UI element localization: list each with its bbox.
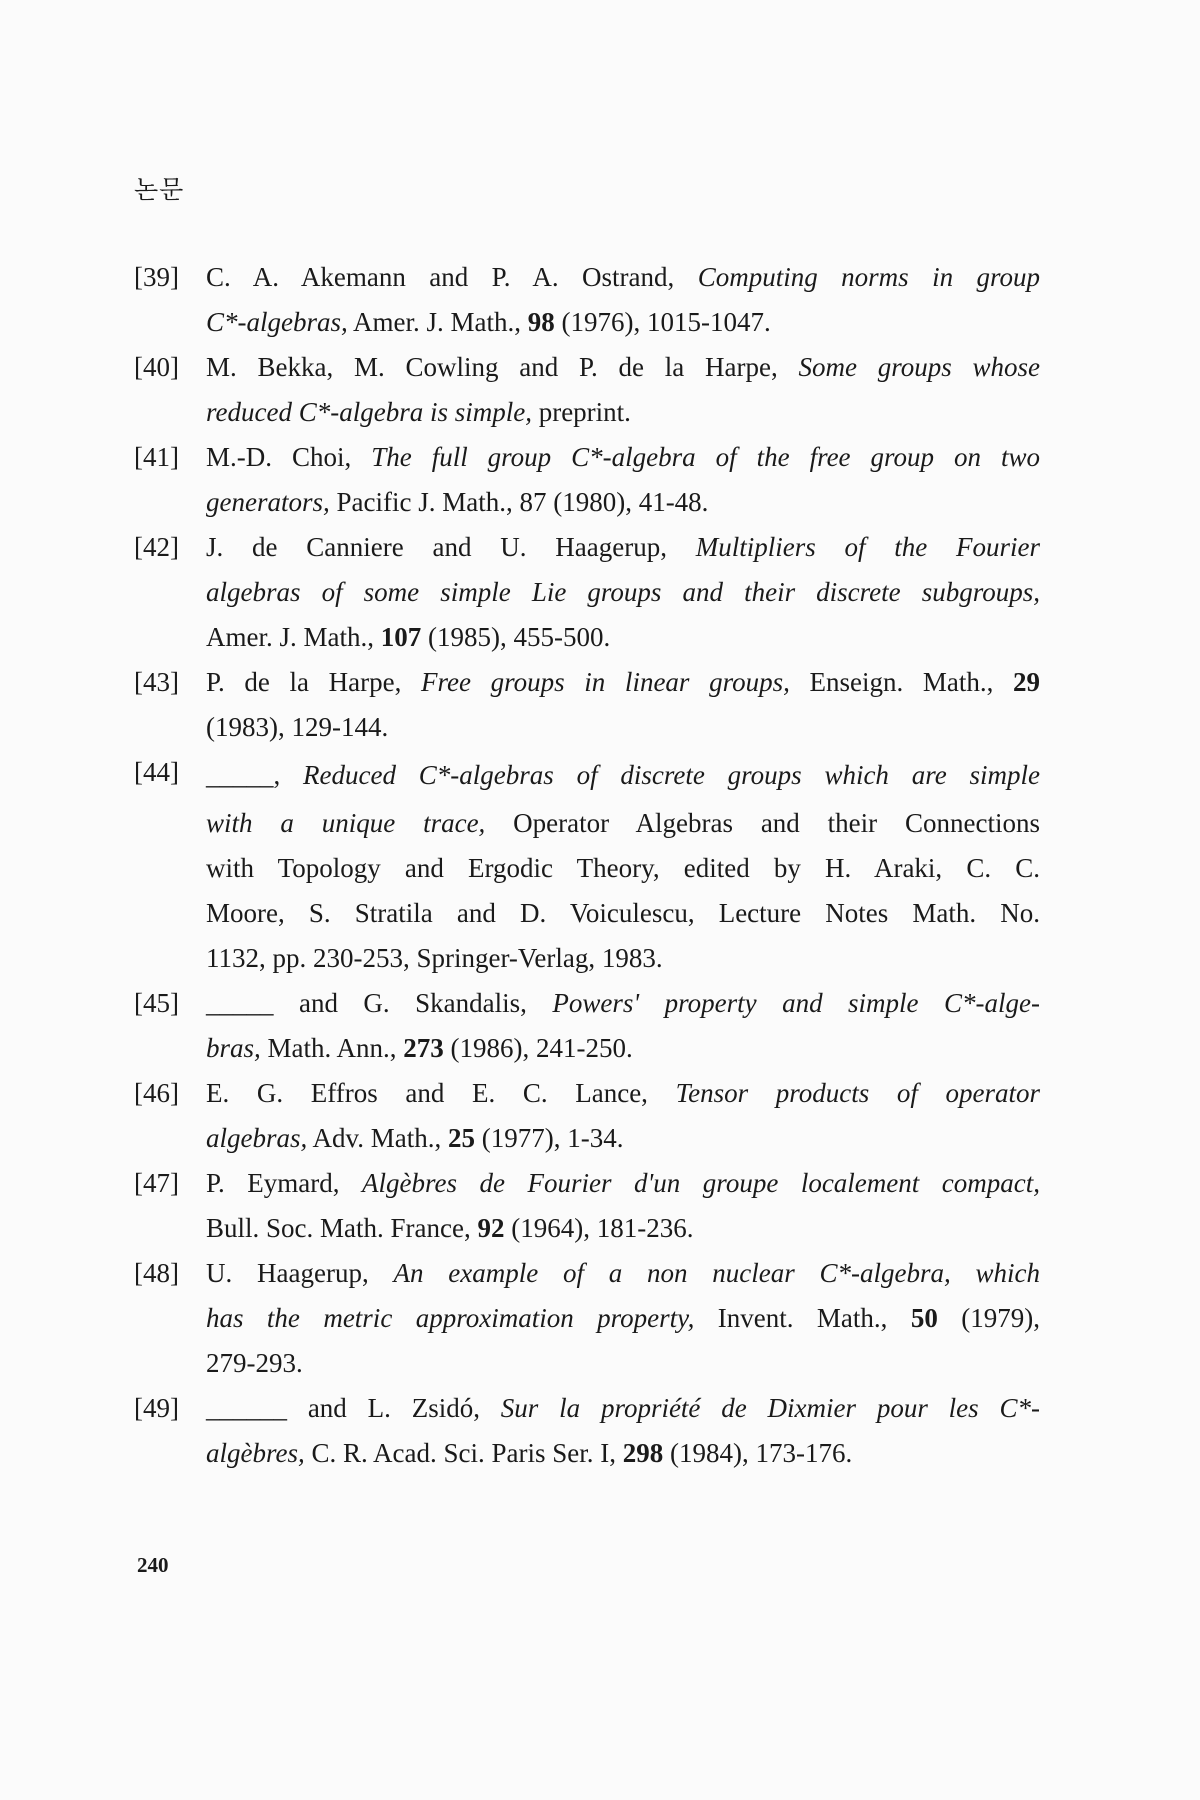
title-text: Algèbres de Fourier d'un groupe localement compact, bbox=[362, 1168, 1041, 1198]
reference-line bbox=[206, 1431, 1040, 1476]
citation-text: and L. Zsidó, bbox=[287, 1393, 501, 1423]
title-text: C*-algebras, bbox=[206, 307, 348, 337]
title-text: An example of a non nuclear C*-algebra, which bbox=[393, 1258, 1040, 1288]
citation-text: E. G. Effros and E. C. Lance, bbox=[206, 1078, 676, 1108]
author-repeat-blank: _____ bbox=[206, 760, 274, 790]
citation-text: U. Haagerup, bbox=[206, 1258, 394, 1288]
reference-number: [49] bbox=[134, 1393, 179, 1423]
citation-text: Amer. J. Math., bbox=[347, 307, 528, 337]
citation-text: 1132, pp. 230-253, Springer-Verlag, 1983. bbox=[206, 943, 663, 973]
reference-number: [46] bbox=[134, 1078, 179, 1108]
volume-text: 25 bbox=[448, 1123, 475, 1153]
citation-text: Adv. Math., bbox=[307, 1123, 448, 1153]
citation-text: with Topology and Ergodic Theory, edited by H. Araki, C. C. bbox=[206, 853, 1040, 883]
title-text: Multipliers of the Fourier bbox=[695, 532, 1040, 562]
citation-text: preprint. bbox=[531, 397, 631, 427]
reference-list bbox=[134, 255, 1040, 1476]
reference-line bbox=[206, 1071, 1040, 1116]
reference-line bbox=[206, 615, 1040, 660]
reference-item bbox=[134, 1251, 1040, 1386]
reference-line bbox=[206, 981, 1040, 1026]
reference-line bbox=[206, 1296, 1040, 1341]
volume-text: 298 bbox=[622, 1438, 664, 1468]
citation-text: and G. Skandalis, bbox=[273, 988, 553, 1018]
citation-text: (1986), 241-250. bbox=[443, 1033, 633, 1063]
citation-text: (1977), 1-34. bbox=[475, 1123, 624, 1153]
citation-text: (1964), 181-236. bbox=[504, 1213, 694, 1243]
citation-text: 279-293. bbox=[206, 1348, 303, 1378]
reference-number: [47] bbox=[134, 1168, 179, 1198]
reference-item bbox=[134, 255, 1040, 345]
reference-line bbox=[206, 705, 1040, 750]
citation-text: Amer. J. Math., bbox=[206, 622, 381, 652]
citation-text: C. A. Akemann and P. A. Ostrand, bbox=[206, 262, 698, 292]
title-text: Some groups whose bbox=[798, 352, 1041, 382]
title-text: algebras, bbox=[206, 1123, 308, 1153]
title-text: Sur la propriété de Dixmier pour les C*- bbox=[500, 1393, 1040, 1423]
reference-number: [48] bbox=[134, 1258, 179, 1288]
citation-text: C. R. Acad. Sci. Paris Ser. I, bbox=[304, 1438, 623, 1468]
reference-item bbox=[134, 525, 1040, 660]
reference-item bbox=[134, 750, 1040, 981]
title-text: with a unique trace, bbox=[206, 808, 486, 838]
reference-number: [45] bbox=[134, 988, 179, 1018]
title-text: Tensor products of operator bbox=[675, 1078, 1040, 1108]
reference-number: [40] bbox=[134, 352, 179, 382]
citation-text: (1976), 1015-1047. bbox=[554, 307, 771, 337]
title-text: algebras of some simple Lie groups and their discrete subgroups, bbox=[206, 577, 1040, 607]
reference-line bbox=[206, 345, 1040, 390]
reference-number: [44] bbox=[134, 757, 179, 787]
citation-text: P. Eymard, bbox=[206, 1168, 363, 1198]
reference-line bbox=[206, 750, 1040, 801]
citation-text: M.-D. Choi, bbox=[206, 442, 372, 472]
reference-line bbox=[206, 846, 1040, 891]
citation-text: J. de Canniere and U. Haagerup, bbox=[206, 532, 696, 562]
citation-text: (1985), 455-500. bbox=[421, 622, 611, 652]
title-text: Free groups in linear groups, bbox=[421, 667, 790, 697]
reference-line bbox=[206, 1341, 1040, 1386]
page-number: 240 bbox=[137, 1553, 169, 1577]
citation-text: M. Bekka, M. Cowling and P. de la Harpe, bbox=[206, 352, 799, 382]
reference-item bbox=[134, 981, 1040, 1071]
section-header: 논문 bbox=[134, 175, 185, 204]
title-text: The full group C*-algebra of the free group on two bbox=[371, 442, 1040, 472]
citation-text: Moore, S. Stratila and D. Voiculescu, Lecture Notes Math. No. bbox=[206, 898, 1040, 928]
volume-text: 98 bbox=[527, 307, 555, 337]
reference-line bbox=[206, 300, 1040, 345]
citation-text: Enseign. Math., bbox=[789, 667, 1013, 697]
reference-item bbox=[134, 345, 1040, 435]
volume-text: 50 bbox=[910, 1303, 938, 1333]
reference-item bbox=[134, 1386, 1040, 1476]
reference-line bbox=[206, 660, 1040, 705]
reference-line bbox=[206, 891, 1040, 936]
reference-line bbox=[206, 255, 1040, 300]
citation-text: (1979), bbox=[937, 1303, 1040, 1333]
author-repeat-blank: _____ bbox=[206, 988, 274, 1018]
volume-text: 92 bbox=[477, 1213, 505, 1243]
author-repeat-blank: ______ bbox=[206, 1393, 287, 1423]
reference-line bbox=[206, 1026, 1040, 1071]
citation-text: Pacific J. Math., 87 (1980), 41-48. bbox=[329, 487, 709, 517]
reference-number: [43] bbox=[134, 667, 179, 697]
citation-text: Bull. Soc. Math. France, bbox=[206, 1213, 478, 1243]
reference-line bbox=[206, 1251, 1040, 1296]
title-text: algèbres, bbox=[206, 1438, 305, 1468]
volume-text: 107 bbox=[380, 622, 422, 652]
citation-text: Invent. Math., bbox=[694, 1303, 911, 1333]
reference-line bbox=[206, 936, 1040, 981]
volume-text: 29 bbox=[1013, 667, 1040, 697]
title-text: generators, bbox=[206, 487, 330, 517]
reference-number: [39] bbox=[134, 262, 179, 292]
reference-line bbox=[206, 525, 1040, 570]
reference-line bbox=[206, 480, 1040, 525]
reference-item bbox=[134, 660, 1040, 750]
reference-line bbox=[206, 390, 1040, 435]
title-text: Computing norms in group bbox=[697, 262, 1040, 292]
reference-line bbox=[206, 1386, 1040, 1431]
title-text: bras, bbox=[206, 1033, 261, 1063]
citation-text: Operator Algebras and their Connections bbox=[485, 808, 1040, 838]
citation-text: (1983), 129-144. bbox=[206, 712, 389, 742]
reference-line bbox=[206, 1206, 1040, 1251]
title-text: has the metric approximation property, bbox=[206, 1303, 695, 1333]
citation-text: Math. Ann., bbox=[260, 1033, 404, 1063]
reference-line bbox=[206, 1161, 1040, 1206]
reference-line bbox=[206, 801, 1040, 846]
title-text: Powers' property and simple C*-alge- bbox=[552, 988, 1040, 1018]
reference-item bbox=[134, 435, 1040, 525]
reference-number: [42] bbox=[134, 532, 179, 562]
reference-item bbox=[134, 1071, 1040, 1161]
citation-text: (1984), 173-176. bbox=[663, 1438, 853, 1468]
reference-line bbox=[206, 435, 1040, 480]
reference-number: [41] bbox=[134, 442, 179, 472]
citation-text: P. de la Harpe, bbox=[206, 667, 422, 697]
volume-text: 273 bbox=[403, 1033, 444, 1063]
reference-line bbox=[206, 570, 1040, 615]
citation-text: , bbox=[273, 760, 304, 790]
reference-item bbox=[134, 1161, 1040, 1251]
title-text: reduced C*-algebra is simple, bbox=[206, 397, 532, 427]
reference-line bbox=[206, 1116, 1040, 1161]
title-text: Reduced C*-algebras of discrete groups which are simple bbox=[303, 760, 1040, 790]
